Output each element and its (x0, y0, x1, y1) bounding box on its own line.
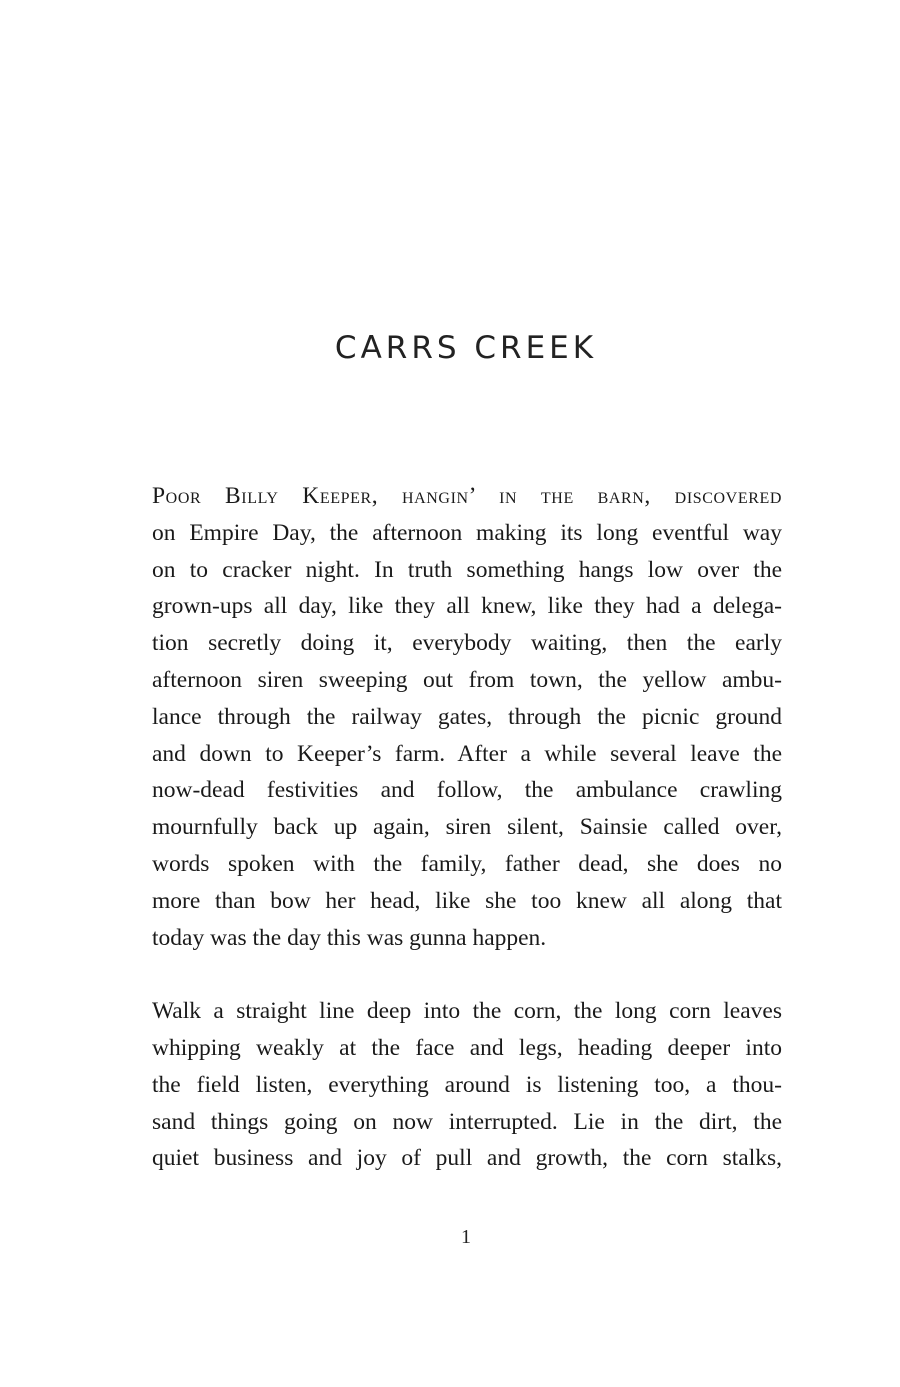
text-line: words spoken with the family, father dead, she does no (152, 850, 782, 877)
chapter-title: CARRS CREEK (334, 330, 598, 366)
text-line: today was the day this was gunna happen. (152, 924, 547, 951)
text-line: more than bow her head, like she too knew all along that (152, 887, 782, 914)
paragraph-lead-in: Poor Billy Keeper, hangin’ in the barn, discovered (152, 483, 782, 509)
text-line: tion secretly doing it, everybody waiting, then the early (152, 630, 782, 657)
paragraph-1 (152, 478, 782, 956)
text-line: quiet business and joy of pull and growth, the corn stalks, (152, 1145, 782, 1172)
text-line: on Empire Day, the afternoon making its long eventful way (152, 519, 782, 546)
chapter-body (152, 478, 782, 1177)
text-line: the field listen, everything around is listening too, a thou- (152, 1071, 782, 1098)
text-line: grown-ups all day, like they all knew, like they had a delega- (152, 593, 782, 620)
text-line: and down to Keeper’s farm. After a while several leave the (152, 740, 782, 767)
text-line: now-dead festivities and follow, the ambulance crawling (152, 777, 782, 804)
text-line: mournfully back up again, siren silent, Sainsie called over, (152, 814, 782, 841)
text-line: whipping weakly at the face and legs, heading deeper into (152, 1034, 782, 1061)
text-line: afternoon siren sweeping out from town, the yellow ambu- (152, 666, 782, 693)
page-number: 1 (461, 1226, 471, 1248)
text-line: sand things going on now interrupted. Lie in the dirt, the (152, 1108, 782, 1135)
text-line: on to cracker night. In truth something hangs low over the (152, 556, 782, 583)
text-line: lance through the railway gates, through the picnic ground (152, 703, 782, 730)
text-line: Walk a straight line deep into the corn, the long corn leaves (152, 998, 782, 1025)
paragraph-2 (152, 993, 782, 1177)
